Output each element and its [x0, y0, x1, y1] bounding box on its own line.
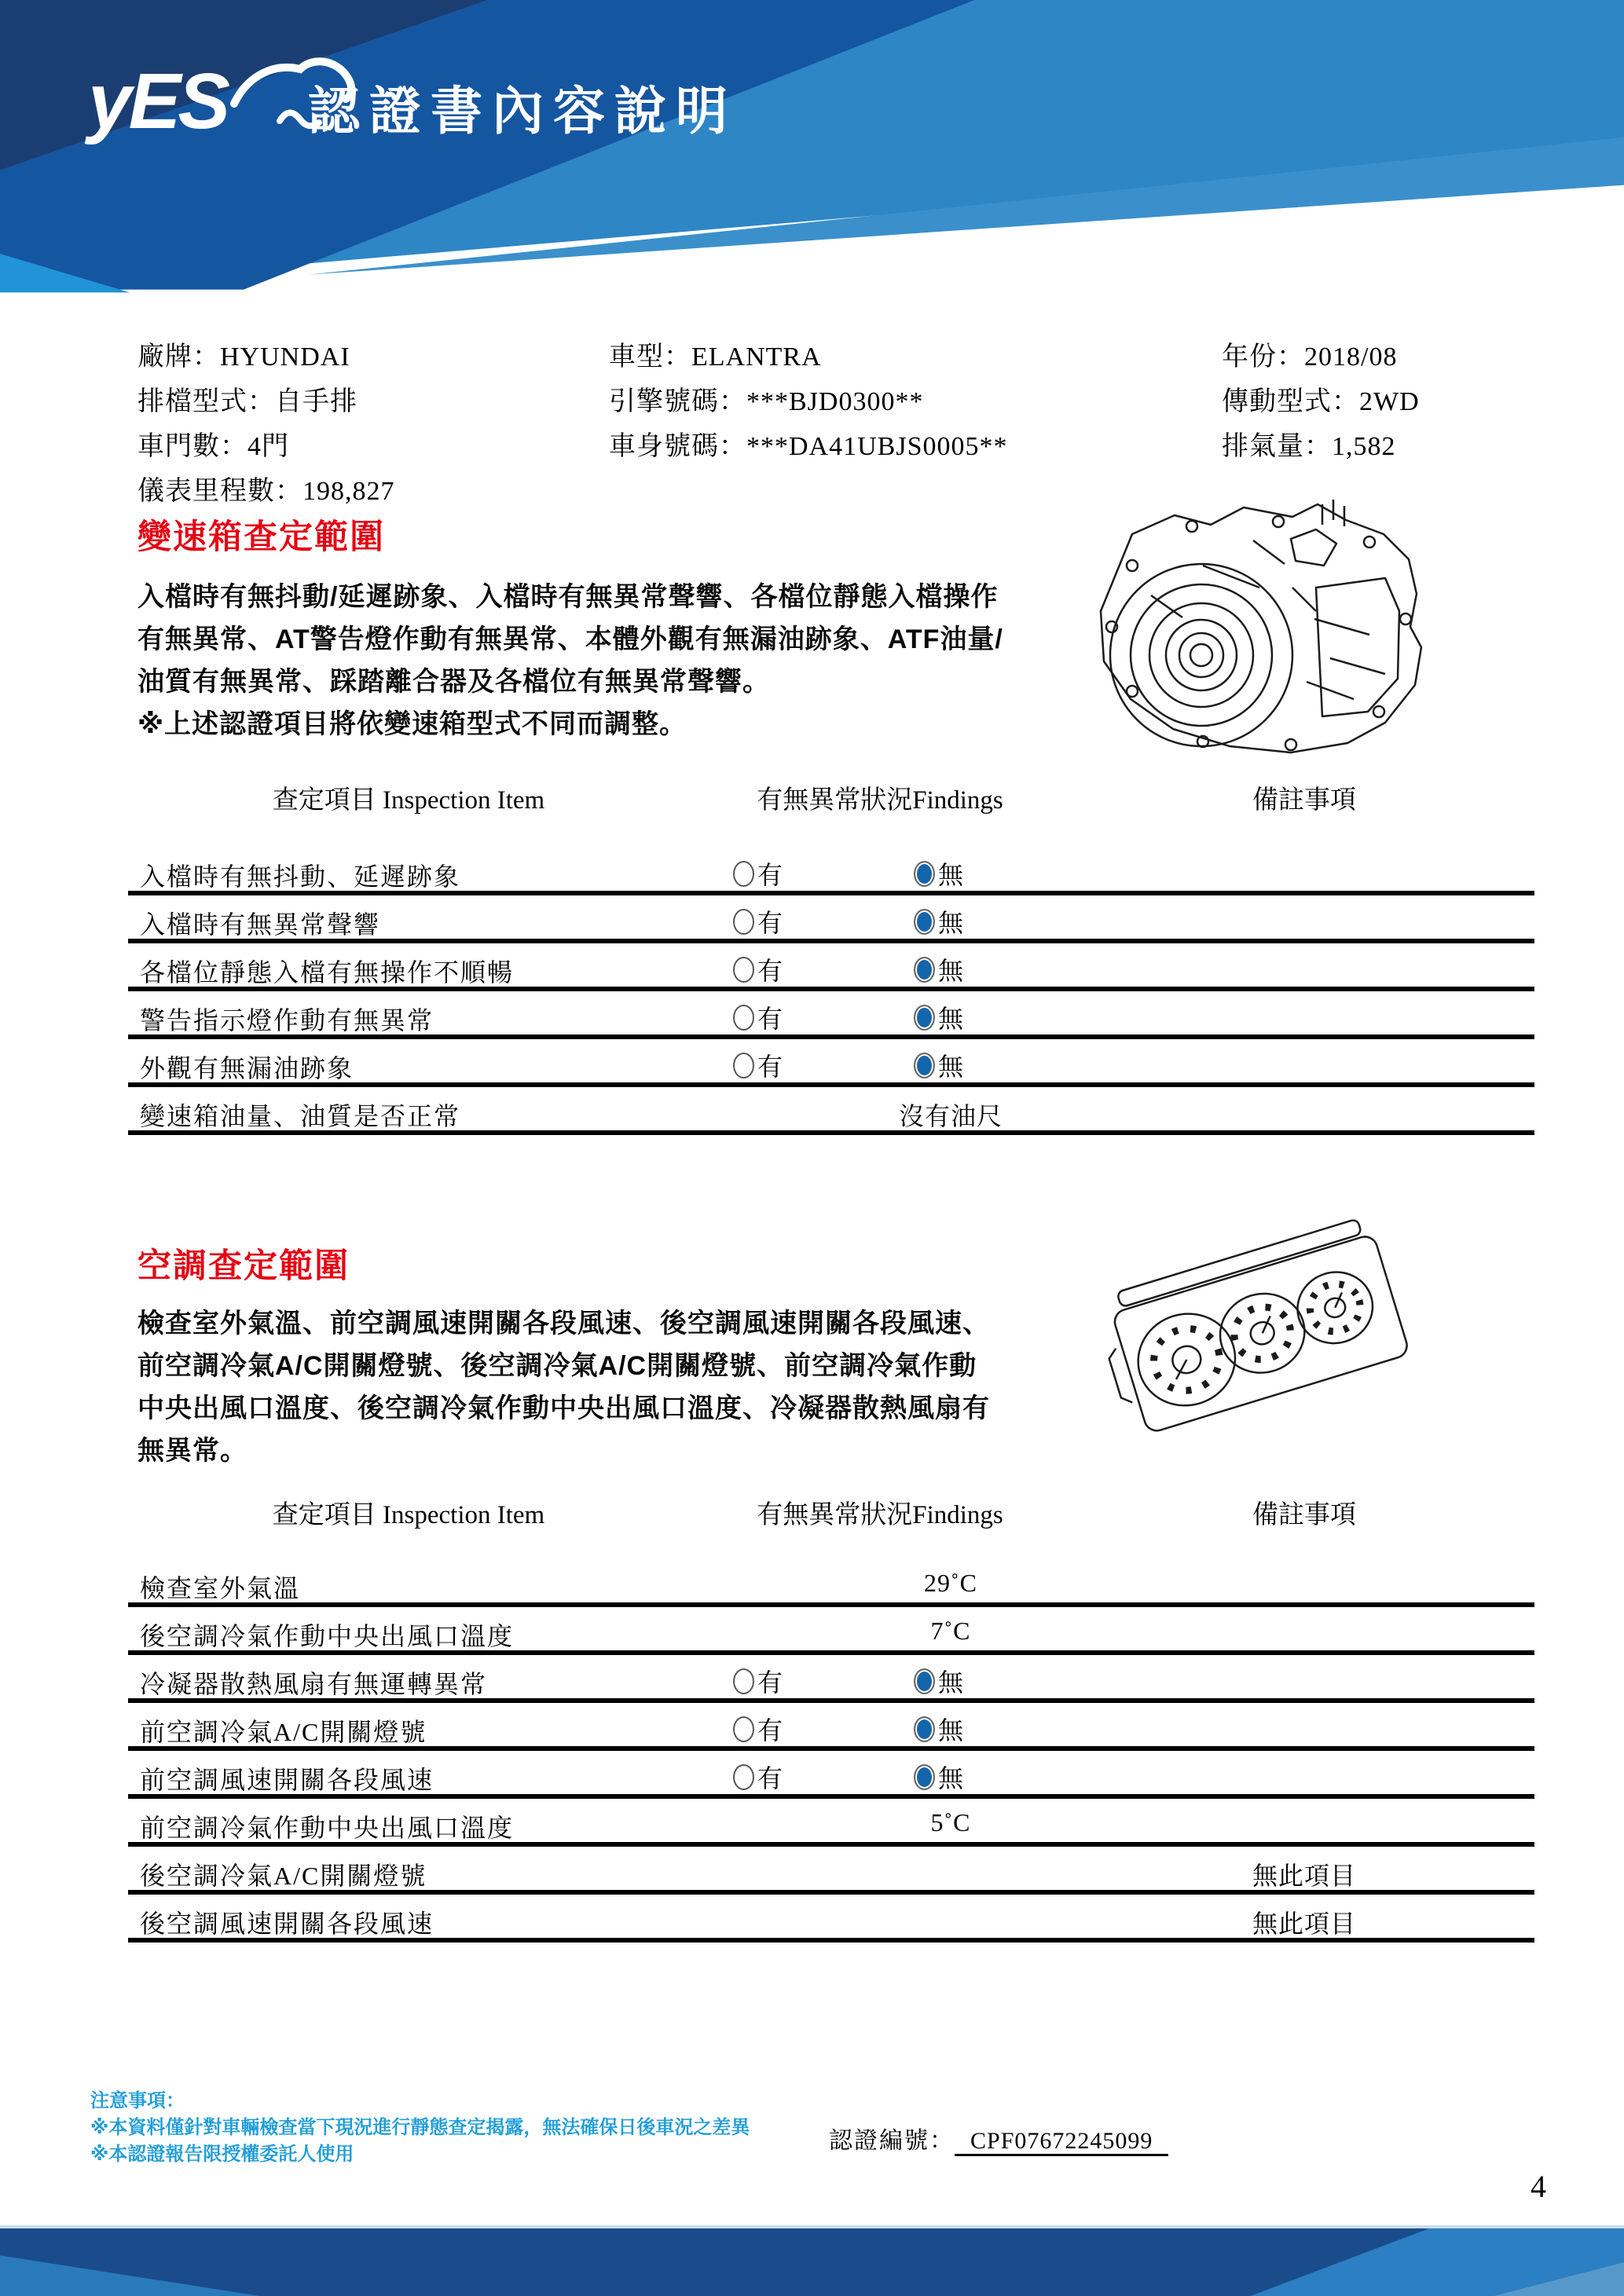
certificate-number-label: 認證編號：: [829, 2128, 955, 2154]
table-row: [128, 991, 1534, 1039]
row-item-label: 變速箱油量、油質是否正常: [140, 1102, 461, 1130]
row-item-label: 後空調冷氣A/C開關燈號: [140, 1862, 427, 1890]
vehicle-info-col1: [137, 335, 395, 514]
radio-yes-label: 有: [757, 1716, 783, 1745]
col-header-findings: 有無異常狀況Findings: [757, 1501, 1003, 1529]
vehicle-vin: 車身號碼：***DA41UBJS0005**: [609, 432, 1008, 461]
notice-title: 注意事項：: [90, 2090, 185, 2111]
col-header-findings: 有無異常狀況Findings: [757, 786, 1003, 815]
ac-section-title: 空調查定範圍: [137, 1247, 350, 1285]
radio-yes[interactable]: [733, 1005, 754, 1031]
vehicle-gearbox-type: 排檔型式：自手排: [137, 387, 357, 416]
radio-yes-label: 有: [757, 909, 783, 937]
radio-no-selected[interactable]: [914, 1716, 935, 1742]
row-item-label: 警告指示燈作動有無異常: [140, 1006, 434, 1034]
vehicle-drivetrain: 傳動型式：2WD: [1222, 387, 1420, 416]
desc-line: 前空調冷氣A/C開關燈號、後空調冷氣A/C開關燈號、前空調冷氣作動: [137, 1351, 977, 1381]
ac-table: [128, 1559, 1534, 1943]
radio-yes[interactable]: [733, 1668, 754, 1694]
radio-yes[interactable]: [733, 1053, 754, 1078]
radio-no-label: 無: [938, 1668, 964, 1697]
vehicle-model: 車型：ELANTRA: [609, 342, 822, 372]
notice-line: ※本資料僅針對車輛檢查當下現況進行靜態查定揭露，無法確保日後車況之差異: [90, 2117, 750, 2138]
radio-no-selected[interactable]: [914, 957, 935, 983]
vehicle-info-col2: [609, 335, 1007, 469]
desc-line: 入檔時有無抖動/延遲跡象、入檔時有無異常聲響、各檔位靜態入檔操作: [137, 582, 999, 612]
table-row: [128, 1087, 1534, 1135]
radio-no-selected[interactable]: [914, 1053, 935, 1078]
radio-yes[interactable]: [733, 1716, 754, 1742]
row-finding-value: 7˚C: [930, 1617, 971, 1645]
row-item-label: 前空調風速開關各段風速: [140, 1766, 434, 1794]
transmission-table-header: [128, 779, 1534, 815]
radio-yes[interactable]: [733, 861, 754, 887]
row-item-label: 入檔時有無異常聲響: [140, 910, 381, 939]
radio-yes-label: 有: [757, 1668, 783, 1697]
yes-logo: [88, 49, 324, 159]
radio-yes-label: 有: [757, 957, 783, 985]
page-title: 認證書內容說明: [308, 82, 737, 140]
desc-line: 有無異常、AT警告燈作動有無異常、本體外觀有無漏油跡象、ATF油量/: [137, 624, 1003, 654]
vehicle-info-col3: [1222, 335, 1420, 469]
header-banner: [0, 0, 1624, 298]
radio-no-selected[interactable]: [914, 861, 935, 887]
vehicle-engine-no: 引擎號碼：***BJD0300**: [609, 387, 924, 416]
footer-banner: [0, 2225, 1624, 2296]
yes-logo-text: yES: [88, 57, 228, 145]
row-item-label: 前空調冷氣A/C開關燈號: [140, 1718, 427, 1746]
table-row: [128, 895, 1534, 943]
row-item-label: 後空調風速開關各段風速: [140, 1910, 434, 1938]
radio-no-selected[interactable]: [914, 909, 935, 935]
radio-no-label: 無: [938, 1764, 964, 1792]
notice-line: ※本認證報告限授權委託人使用: [90, 2144, 354, 2165]
desc-line: 中央出風口溫度、後空調冷氣作動中央出風口溫度、冷凝器散熱風扇有: [137, 1393, 990, 1423]
vehicle-displacement: 排氣量：1,582: [1222, 432, 1396, 461]
radio-yes-label: 有: [757, 1005, 783, 1033]
table-row: [128, 1655, 1534, 1703]
ac-section-description: [137, 1302, 990, 1472]
radio-no-selected[interactable]: [914, 1668, 935, 1694]
ac-panel-illustration: [1106, 1219, 1417, 1455]
row-item-label: 後空調冷氣作動中央出風口溫度: [140, 1622, 515, 1650]
radio-no-label: 無: [938, 1716, 964, 1745]
row-item-label: 各檔位靜態入檔有無操作不順暢: [140, 958, 515, 987]
transmission-illustration: [1057, 493, 1434, 760]
radio-no-selected[interactable]: [914, 1764, 935, 1790]
radio-no-label: 無: [938, 861, 964, 889]
table-row: [128, 1799, 1534, 1847]
vehicle-brand: 廠牌：HYUNDAI: [137, 342, 350, 372]
radio-no-label: 無: [938, 957, 964, 985]
radio-yes[interactable]: [733, 1764, 754, 1790]
radio-yes-label: 有: [757, 1053, 783, 1081]
table-row: [128, 943, 1534, 991]
vehicle-doors: 車門數：4門: [137, 432, 289, 461]
col-header-item: 查定項目 Inspection Item: [272, 786, 545, 815]
table-row: [128, 1703, 1534, 1751]
desc-line: 油質有無異常、踩踏離合器及各檔位有無異常聲響。: [137, 667, 770, 697]
row-item-label: 檢查室外氣溫: [140, 1574, 301, 1602]
table-row: [128, 848, 1534, 895]
row-item-label: 外觀有無漏油跡象: [140, 1054, 354, 1082]
row-finding-value: 沒有油尺: [898, 1102, 1003, 1130]
page-number: 4: [1531, 2169, 1546, 2204]
col-header-item: 查定項目 Inspection Item: [272, 1501, 545, 1529]
desc-line: ※上述認證項目將依變速箱型式不同而調整。: [137, 709, 687, 739]
row-remark-value: 無此項目: [1252, 1910, 1356, 1938]
col-header-remarks: 備註事項: [1252, 786, 1356, 815]
notice-block: [90, 2088, 750, 2168]
table-row: [128, 1559, 1534, 1607]
row-remark-value: 無此項目: [1252, 1862, 1356, 1890]
row-item-label: 入檔時有無抖動、延遲跡象: [140, 862, 461, 891]
radio-no-selected[interactable]: [914, 1005, 935, 1031]
radio-yes-label: 有: [757, 861, 783, 889]
radio-no-label: 無: [938, 1053, 964, 1081]
ac-table-header: [128, 1494, 1534, 1530]
table-row: [128, 1607, 1534, 1655]
table-row: [128, 1039, 1534, 1087]
certificate-number-row: [829, 2121, 1168, 2155]
col-header-remarks: 備註事項: [1252, 1501, 1356, 1529]
desc-line: 無異常。: [137, 1436, 247, 1466]
transmission-section-title: 變速箱查定範圍: [137, 518, 385, 556]
certificate-number-value: CPF07672245099: [955, 2128, 1168, 2156]
table-row: [128, 1751, 1534, 1799]
row-finding-value: 29˚C: [924, 1569, 977, 1597]
radio-no-label: 無: [938, 1005, 964, 1033]
radio-yes[interactable]: [733, 909, 754, 935]
radio-yes[interactable]: [733, 957, 754, 983]
radio-no-label: 無: [938, 909, 964, 937]
transmission-table: [128, 848, 1534, 1135]
vehicle-year: 年份：2018/08: [1222, 342, 1398, 372]
radio-yes-label: 有: [757, 1764, 783, 1792]
table-row: [128, 1847, 1534, 1895]
desc-line: 檢查室外氣溫、前空調風速開關各段風速、後空調風速開關各段風速、: [137, 1309, 990, 1338]
row-finding-value: 5˚C: [930, 1808, 971, 1836]
table-row: [128, 1895, 1534, 1943]
row-item-label: 冷凝器散熱風扇有無運轉異常: [140, 1670, 488, 1698]
vehicle-mileage: 儀表里程數：198,827: [137, 477, 395, 506]
transmission-section-description: [137, 576, 1003, 745]
row-item-label: 前空調冷氣作動中央出風口溫度: [140, 1814, 515, 1842]
